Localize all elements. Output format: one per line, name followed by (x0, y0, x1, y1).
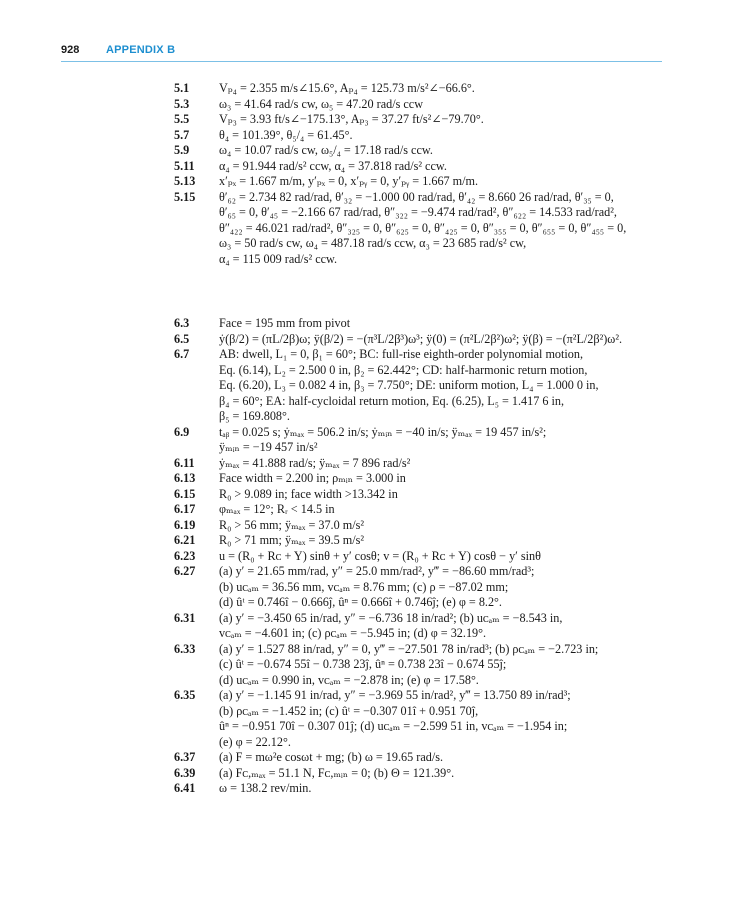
answer-item (174, 347, 674, 425)
page-header (61, 42, 662, 62)
answer-item (174, 128, 674, 144)
problem-number: 6.39 (174, 765, 196, 780)
answer-item (174, 190, 674, 268)
answers-chapter-5 (174, 81, 674, 267)
answer-line: (a) y′ = −1.145 91 in/rad, y″ = −3.969 55 in/rad², y‴ = 13.750 89 in/rad³; (219, 688, 571, 702)
answer-line: tₐᵦ = 0.025 s; ẏₘₐₓ = 506.2 in/s; ẏₘᵢₙ = −40 in/s; ÿₘₐₓ = 19 457 in/s²; (219, 424, 547, 439)
answers-chapter-6 (174, 316, 674, 797)
page-number: 928 (61, 44, 80, 56)
answer-item (174, 159, 674, 175)
answer-item (174, 112, 674, 128)
answer-line: α₄ = 115 009 rad/s² ccw. (219, 251, 338, 266)
problem-number: 6.13 (174, 471, 196, 485)
answer-line: β₄ = 60°; EA: half-cycloidal return motion, Eq. (6.25), L₅ = 1.417 6 in, (219, 393, 565, 408)
answer-line: R₀ > 56 mm; ÿₘₐₓ = 37.0 m/s² (219, 517, 365, 532)
problem-number: 5.13 (174, 174, 196, 188)
answer-line: Vₚ₄ = 2.355 m/s∠15.6°, Aₚ₄ = 125.73 m/s²∠−66.6°. (219, 81, 475, 95)
answer-line: (a) F = mω²e cosωt + mg; (b) ω = 19.65 rad/s. (219, 750, 444, 764)
answer-line: (a) y′ = 21.65 mm/rad, y″ = 25.0 mm/rad², y‴ = −86.60 mm/rad³; (219, 564, 535, 578)
answer-item (174, 487, 674, 503)
answer-item (174, 97, 674, 113)
answer-item (174, 518, 674, 534)
problem-number: 5.9 (174, 143, 190, 157)
answer-item (174, 688, 674, 750)
problem-number: 6.15 (174, 486, 196, 501)
answer-item (174, 642, 674, 689)
answer-item (174, 332, 674, 348)
answer-line: ω₃ = 50 rad/s cw, ω₄ = 487.18 rad/s ccw, α₃ = 23 685 rad/s² cw, (219, 236, 527, 250)
problem-number: 5.7 (174, 127, 190, 142)
problem-number: 6.27 (174, 564, 196, 578)
answer-line: u = (R₀ + Rᴄ + Y) sinθ + y′ cosθ; v = (R₀ + Rᴄ + Y) cosθ − y′ sinθ (219, 548, 541, 563)
answer-line: Face width = 2.200 in; ρₘᵢₙ = 3.000 in (219, 471, 406, 485)
problem-number: 5.5 (174, 112, 190, 126)
answer-line: (d) uᴄₐₘ = 0.990 in, vᴄₐₘ = −2.878 in; (e) φ = 17.58°. (219, 672, 479, 687)
answer-line: Vₚ₃ = 3.93 ft/s∠−175.13°, Aₚ₃ = 37.27 ft/s²∠−79.70°. (219, 112, 484, 126)
answer-line: θ″₄₂₂ = 46.021 rad/rad², θ″₃₂₅ = 0, θ″₆₂₅ = 0, θ″₄₂₅ = 0, θ″₃₅₅ = 0, θ″₆₅₅ = 0, θ″₄₅₅ = 0, (219, 220, 627, 235)
answer-line: R₀ > 71 mm; ÿₘₐₓ = 39.5 m/s² (219, 533, 365, 547)
problem-number: 5.3 (174, 96, 190, 111)
answer-item (174, 549, 674, 565)
problem-number: 6.41 (174, 781, 196, 795)
problem-number: 6.17 (174, 502, 196, 516)
problem-number: 6.21 (174, 533, 196, 547)
answer-line: ω = 138.2 rev/min. (219, 781, 312, 795)
answer-line: ÿₘᵢₙ = −19 457 in/s² (219, 440, 318, 454)
answer-line: (c) ûᵗ = −0.674 55î − 0.738 23ĵ, ûⁿ = 0.738 23î − 0.674 55ĵ; (219, 657, 507, 671)
problem-number: 6.5 (174, 331, 190, 346)
answer-item (174, 533, 674, 549)
problem-number: 6.3 (174, 316, 190, 330)
answer-line: β₅ = 169.808°. (219, 409, 290, 423)
answer-item (174, 456, 674, 472)
answer-line: Face = 195 mm from pivot (219, 316, 351, 330)
problem-number: 6.23 (174, 548, 196, 563)
answer-line: ẏₘₐₓ = 41.888 rad/s; ÿₘₐₓ = 7 896 rad/s² (219, 455, 411, 470)
answer-line: ẏ(β/2) = (πL/2β)ω; ÿ(β/2) = −(π³L/2β³)ω³; ÿ(0) = (π²L/2β²)ω²; ÿ(β) = −(π²L/2β²)ω². (219, 331, 623, 346)
problem-number: 6.37 (174, 750, 196, 764)
problem-number: 6.7 (174, 347, 190, 361)
answer-item (174, 502, 674, 518)
problem-number: 5.1 (174, 81, 190, 95)
answer-line: (a) y′ = −3.450 65 in/rad, y″ = −6.736 18 in/rad²; (b) uᴄₐₘ = −8.543 in, (219, 610, 563, 625)
answer-line: x′ₚₓ = 1.667 m/m, y′ₚₓ = 0, x′ₚᵧ = 0, y′ₚᵧ = 1.667 m/m. (219, 174, 479, 188)
problem-number: 6.35 (174, 688, 196, 702)
answer-item (174, 781, 674, 797)
answer-line: θ′₆₅ = 0, θ′₄₅ = −2.166 67 rad/rad, θ″₃₂₂ = −9.474 rad/rad², θ″₆₂₂ = 14.533 rad/rad², (219, 205, 617, 219)
answer-line: (e) φ = 22.12°. (219, 734, 291, 749)
answer-line: θ₄ = 101.39°, θ₅/₄ = 61.45°. (219, 127, 353, 142)
answer-line: φₘₐₓ = 12°; Rᵣ < 14.5 in (219, 502, 335, 516)
answer-line: ûⁿ = −0.951 70î − 0.307 01ĵ; (d) uᴄₐₘ = −2.599 51 in, vᴄₐₘ = −1.954 in; (219, 719, 568, 733)
problem-number: 6.11 (174, 455, 195, 470)
problem-number: 5.11 (174, 158, 195, 173)
answer-line: vᴄₐₘ = −4.601 in; (c) ρᴄₐₘ = −5.945 in; (d) φ = 32.19°. (219, 626, 487, 640)
answer-line: Eq. (6.14), L₂ = 2.500 0 in, β₂ = 62.442°; CD: half-harmonic return motion, (219, 362, 588, 377)
problem-number: 6.19 (174, 517, 196, 532)
problem-number: 6.33 (174, 641, 196, 656)
answer-line: Eq. (6.20), L₃ = 0.082 4 in, β₃ = 7.750°; DE: uniform motion, L₄ = 1.000 0 in, (219, 378, 599, 392)
answer-line: R₀ > 9.089 in; face width >13.342 in (219, 486, 398, 501)
problem-number: 5.15 (174, 189, 196, 204)
answer-line: AB: dwell, L₁ = 0, β₁ = 60°; BC: full-rise eighth-order polynomial motion, (219, 347, 584, 361)
answer-line: (d) ûᵗ = 0.746î − 0.666ĵ, ûⁿ = 0.666î + 0.746ĵ; (e) φ = 8.2°. (219, 595, 502, 609)
answer-item (174, 611, 674, 642)
answer-item (174, 750, 674, 766)
answer-item (174, 174, 674, 190)
answer-line: α₄ = 91.944 rad/s² ccw, α₄ = 37.818 rad/s² ccw. (219, 158, 447, 173)
problem-number: 6.31 (174, 610, 196, 625)
header-rule (61, 61, 662, 62)
answer-line: ω₄ = 10.07 rad/s cw, ω₅/₄ = 17.18 rad/s ccw. (219, 143, 433, 157)
answer-line: (a) y′ = 1.527 88 in/rad, y″ = 0, y‴ = −27.501 78 in/rad³; (b) ρᴄₐₘ = −2.723 in; (219, 641, 599, 656)
answer-item (174, 564, 674, 611)
answer-line: (b) ρᴄₐₘ = −1.452 in; (c) ûᵗ = −0.307 01î + 0.951 70ĵ, (219, 703, 479, 718)
appendix-title: APPENDIX B (106, 44, 176, 56)
answer-line: (b) uᴄₐₘ = 36.56 mm, vᴄₐₘ = 8.76 mm; (c) ρ = −87.02 mm; (219, 579, 509, 594)
answer-line: θ′₆₂ = 2.734 82 rad/rad, θ′₃₂ = −1.000 00 rad/rad, θ′₄₂ = 8.660 26 rad/rad, θ′₃₅ = 0, (219, 189, 614, 204)
problem-number: 6.9 (174, 424, 190, 439)
answer-item (174, 766, 674, 782)
answer-item (174, 471, 674, 487)
answer-item (174, 143, 674, 159)
answer-line: (a) Fᴄ,ₘₐₓ = 51.1 N, Fᴄ,ₘᵢₙ = 0; (b) Θ = 121.39°. (219, 765, 455, 780)
answer-item (174, 81, 674, 97)
answer-line: ω₃ = 41.64 rad/s cw, ω₅ = 47.20 rad/s ccw (219, 96, 424, 111)
answer-item (174, 425, 674, 456)
answer-item (174, 316, 674, 332)
